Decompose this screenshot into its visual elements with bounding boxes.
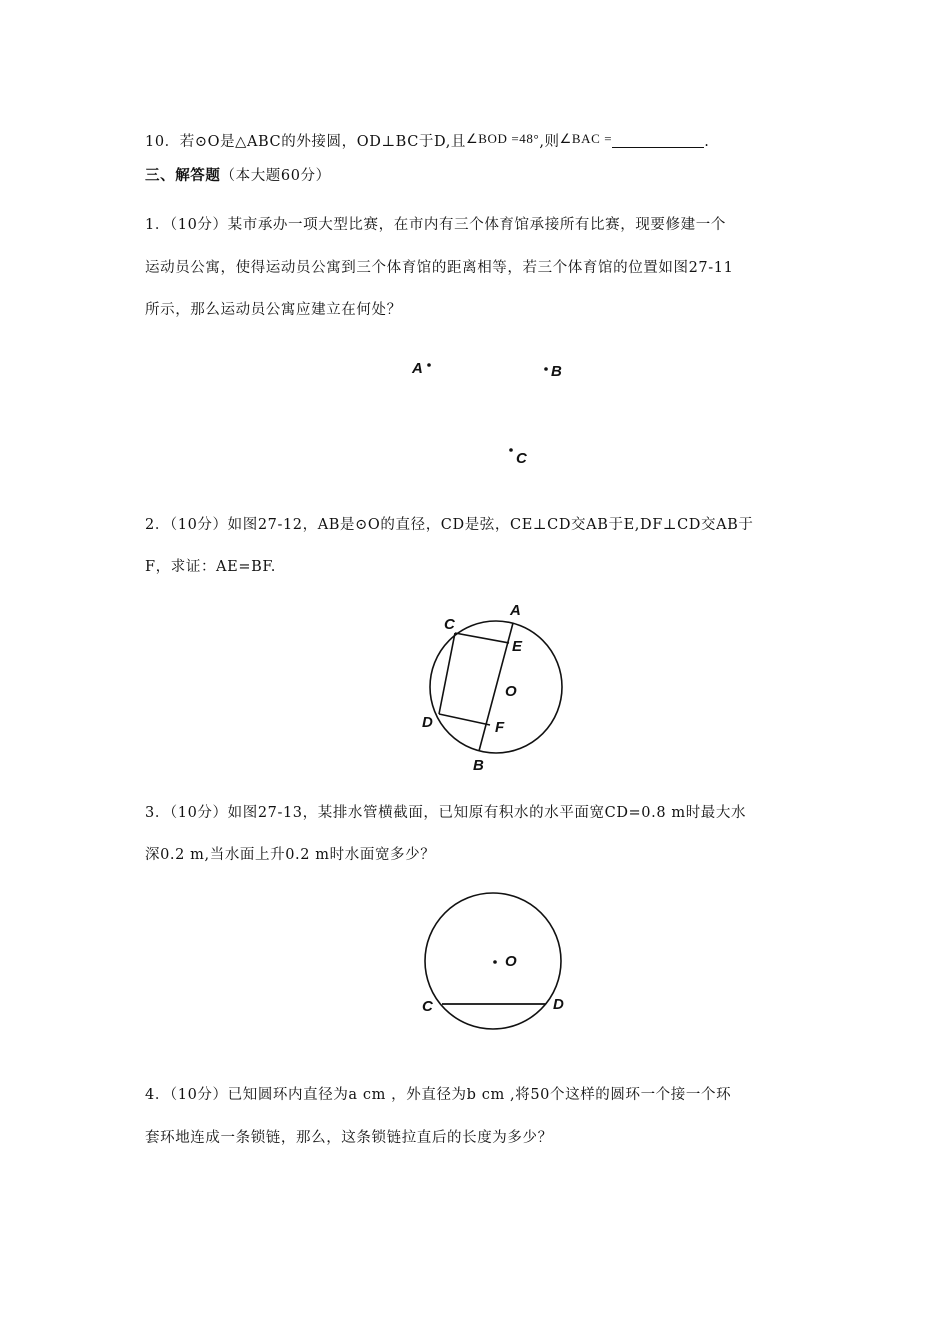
figure-circle-diameter-chord: [410, 598, 560, 778]
point-c: [509, 448, 513, 452]
label-d: D: [553, 996, 564, 1013]
label-o: O: [505, 953, 517, 970]
center-point-o: [493, 960, 497, 964]
label-o: O: [505, 683, 517, 700]
q10-prefix: 10．若⊙O是△ABC的外接圆，OD⊥BC于D,且: [145, 134, 467, 150]
segment-df: [439, 714, 490, 725]
point-a: [427, 363, 431, 367]
section-heading: [145, 164, 331, 185]
problem-1-line-2: 运动员公寓，使得运动员公寓到三个体育馆的距离相等，若三个体育馆的位置如图27-11: [145, 260, 734, 276]
section-title: 三、解答题: [145, 168, 221, 184]
problem-3-line-1: 3．（10分）如图27-13，某排水管横截面，已知原有积水的水平面宽CD=0.8 m时最大水: [145, 805, 747, 821]
label-f: F: [495, 719, 505, 736]
figure-three-gyms: [400, 350, 560, 470]
label-d: D: [422, 714, 433, 731]
answer-blank: [612, 133, 704, 148]
label-c: C: [444, 616, 455, 633]
problem-2-line-2: F，求证：AE=BF.: [145, 559, 276, 575]
problem-4-line-2: 套环地连成一条锁链，那么，这条锁链拉直后的长度为多少？: [145, 1130, 553, 1146]
label-b: B: [551, 363, 562, 380]
q10-angle-bod: ∠BOD =48°: [466, 131, 540, 146]
problem-4-line-1: 4．（10分）已知圆环内直径为a cm ，外直径为b cm ,将50个这样的圆环一个接一个环: [145, 1087, 732, 1103]
section-note: （本大题60分）: [220, 168, 331, 184]
question-10: [145, 130, 709, 151]
pipe-circle: [425, 893, 561, 1029]
label-b: B: [473, 757, 484, 774]
segment-ce: [455, 633, 509, 643]
label-a: A: [412, 360, 423, 377]
problem-3-line-2: 深0.2 m,当水面上升0.2 m时水面宽多少？: [145, 847, 436, 863]
label-a: A: [510, 602, 521, 619]
chord-cd: [439, 633, 455, 714]
q10-angle-bac: ∠BAC =: [559, 131, 613, 146]
label-c: C: [422, 998, 433, 1015]
q10-mid: ,则: [539, 134, 560, 150]
figure-pipe-cross-section: [415, 890, 575, 1040]
label-e: E: [512, 638, 523, 655]
label-c: C: [516, 450, 527, 467]
problem-2-line-1: 2．（10分）如图27-12，AB是⊙O的直径，CD是弦，CE⊥CD交AB于E,DF⊥CD交AB于: [145, 517, 754, 533]
problem-1-line-1: 1．（10分）某市承办一项大型比赛，在市内有三个体育馆承接所有比赛，现要修建一个: [145, 217, 726, 233]
q10-end: .: [704, 134, 710, 150]
problem-1-line-3: 所示，那么运动员公寓应建立在何处？: [145, 302, 402, 318]
point-b: [544, 367, 548, 371]
